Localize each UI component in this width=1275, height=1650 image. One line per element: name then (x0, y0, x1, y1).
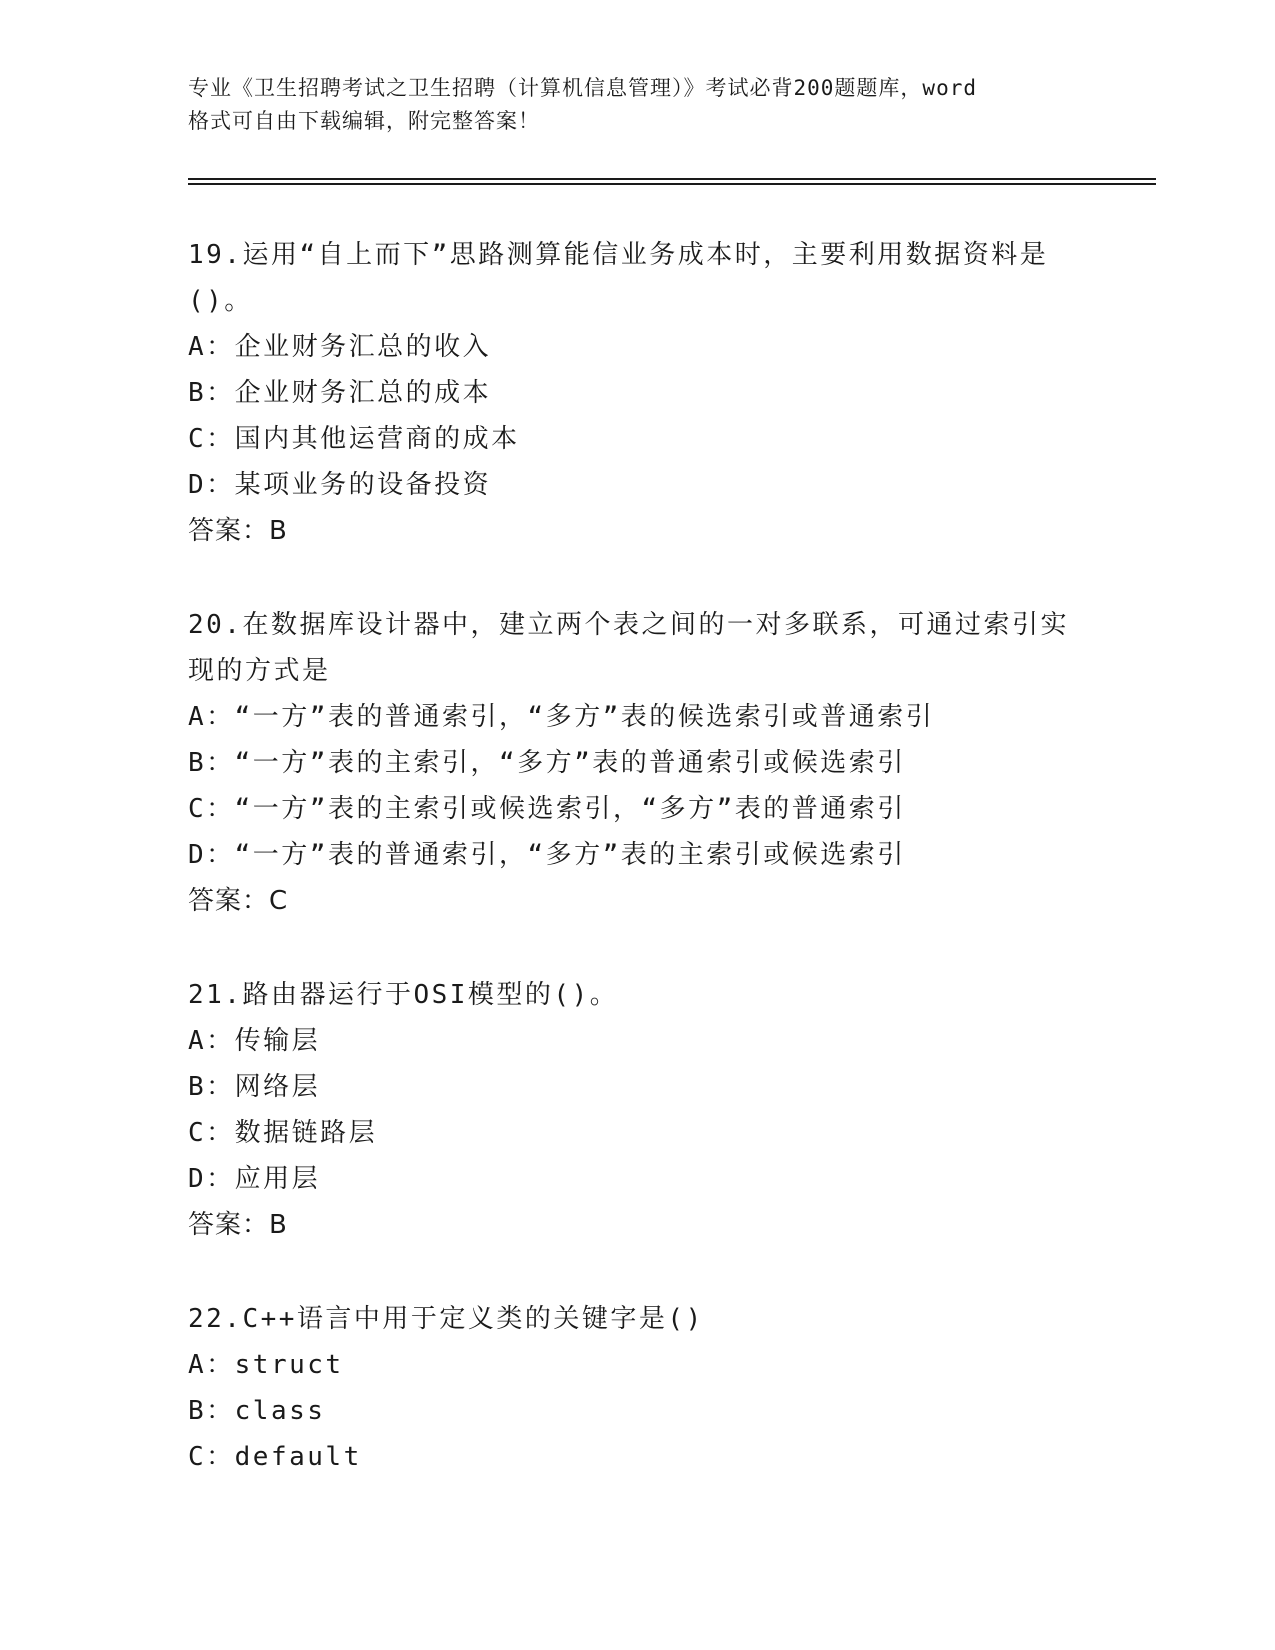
option-a: A：“一方”表的普通索引，“多方”表的候选索引或普通索引 (188, 702, 935, 732)
document-header (188, 72, 1088, 138)
option-a: A：企业财务汇总的收入 (188, 332, 492, 362)
option-c: C：数据链路层 (188, 1118, 378, 1148)
option-d: D：某项业务的设备投资 (188, 470, 492, 500)
option-d: D：“一方”表的普通索引，“多方”表的主索引或候选索引 (188, 840, 906, 870)
option-b: B：网络层 (188, 1072, 321, 1102)
option-c: C：default (188, 1442, 362, 1472)
option-a: A：struct (188, 1350, 344, 1380)
option-b: B：“一方”表的主索引，“多方”表的普通索引或候选索引 (188, 748, 906, 778)
header-line-1: 专业《卫生招聘考试之卫生招聘（计算机信息管理）》考试必背200题题库，word (188, 76, 977, 100)
question-list (188, 232, 1088, 1528)
question-22 (188, 1296, 1088, 1480)
option-b: B：class (188, 1396, 326, 1426)
option-b: B：企业财务汇总的成本 (188, 378, 492, 408)
option-a: A：传输层 (188, 1026, 321, 1056)
question-20 (188, 602, 1088, 924)
question-stem: 20.在数据库设计器中，建立两个表之间的一对多联系，可通过索引实现的方式是 (188, 610, 1069, 686)
header-divider-bottom (188, 183, 1156, 185)
header-line-2: 格式可自由下载编辑，附完整答案！ (188, 109, 540, 133)
answer-key: 答案：C (188, 886, 289, 916)
question-stem: 19.运用“自上而下”思路测算能信业务成本时，主要利用数据资料是()。 (188, 240, 1049, 316)
header-divider-top (188, 178, 1156, 180)
option-d: D：应用层 (188, 1164, 321, 1194)
question-stem: 21.路由器运行于OSI模型的()。 (188, 980, 619, 1010)
question-19 (188, 232, 1088, 554)
option-c: C：“一方”表的主索引或候选索引，“多方”表的普通索引 (188, 794, 906, 824)
option-c: C：国内其他运营商的成本 (188, 424, 520, 454)
answer-key: 答案：B (188, 516, 288, 546)
answer-key: 答案：B (188, 1210, 288, 1240)
question-21 (188, 972, 1088, 1248)
question-stem: 22.C++语言中用于定义类的关键字是() (188, 1304, 704, 1334)
